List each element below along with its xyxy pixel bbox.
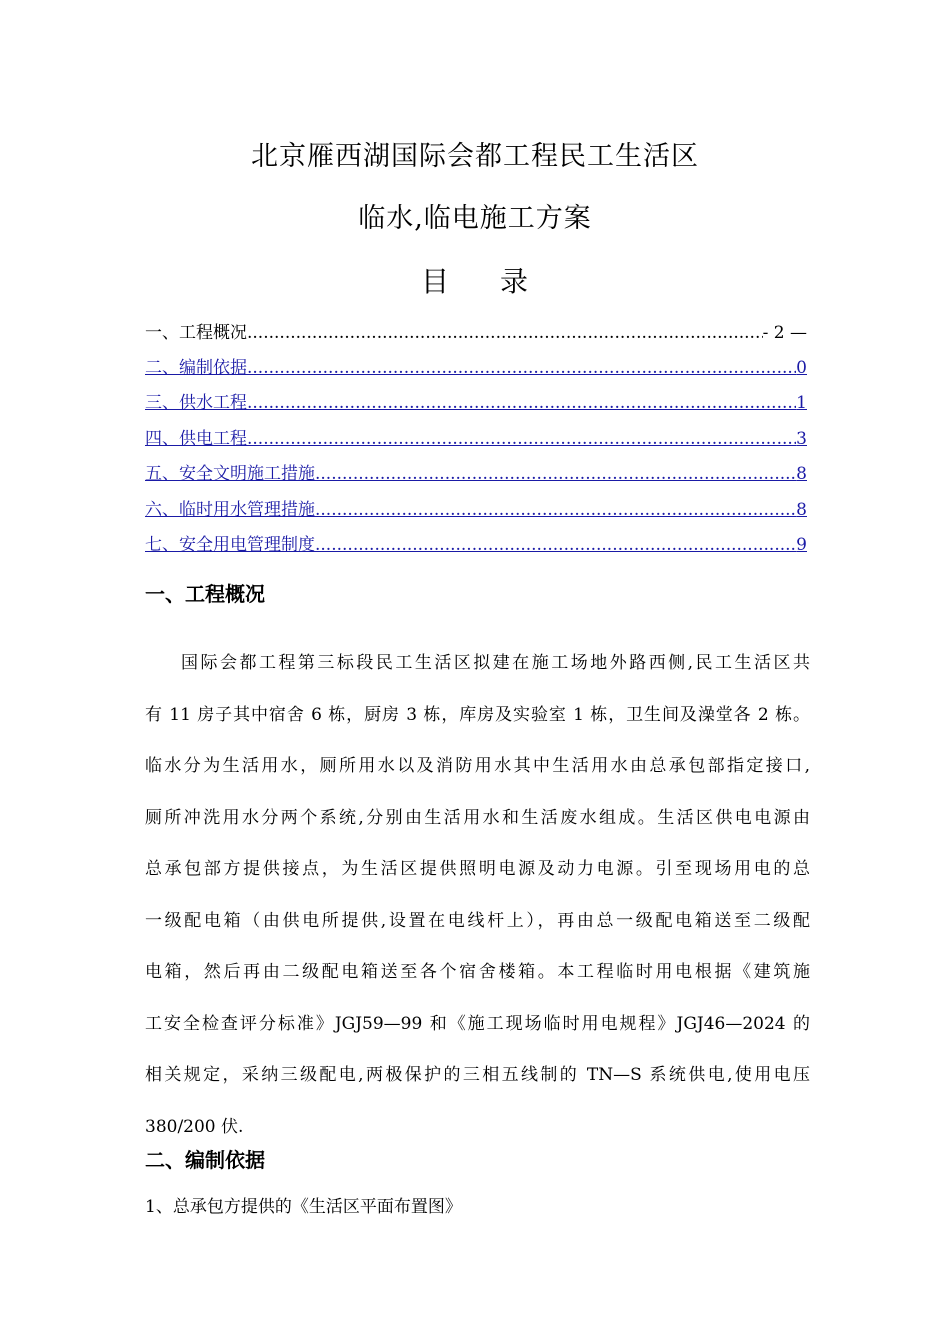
toc-entry-3[interactable] <box>145 392 807 414</box>
toc-entry-6[interactable] <box>145 499 807 521</box>
toc-entry-label: 一、工程概况 <box>145 323 247 343</box>
toc-entry-1[interactable] <box>145 322 807 344</box>
toc-leader-dots <box>247 428 796 450</box>
toc-entry-label: 五、安全文明施工措施 <box>145 464 315 484</box>
toc-entry-7[interactable] <box>145 534 807 556</box>
toc-entry-page: - 2 — <box>762 323 807 343</box>
body-line: 国际会都工程第三标段民工生活区拟建在施工场地外路西侧,民工生活区共 <box>181 653 810 673</box>
toc-leader-dots <box>315 534 796 556</box>
toc-leader-dots <box>315 499 796 521</box>
toc-entry-5[interactable] <box>145 463 807 485</box>
section2-heading: 二、编制依据 <box>145 1148 265 1172</box>
document-title: 北京雁西湖国际会都工程民工生活区 <box>251 141 699 172</box>
document-subtitle: 临水,临电施工方案 <box>358 203 592 234</box>
toc-entry-page: 1 <box>796 393 807 413</box>
toc-entry-label: 六、临时用水管理措施 <box>145 500 315 520</box>
body-line: 电箱，然后再由二级配电箱送至各个宿舍楼箱。本工程临时用电根据《建筑施 <box>145 962 810 982</box>
body-line: 一级配电箱（由供电所提供,设置在电线杆上），再由总一级配电箱送至二级配 <box>145 910 810 931</box>
toc-entry-4[interactable] <box>145 428 807 450</box>
toc-leader-dots <box>247 322 763 344</box>
toc-entry-label: 七、安全用电管理制度 <box>145 535 315 555</box>
body-line: 有 11 房子其中宿舍 6 栋，厨房 3 栋，库房及实验室 1 栋，卫生间及澡堂各 2 栋。 <box>145 704 810 725</box>
body-line: 相关规定，采纳三级配电,两极保护的三相五线制的 TN—S 系统供电,使用电压 <box>145 1065 810 1085</box>
toc-entry-label: 二、编制依据 <box>145 358 247 378</box>
toc-entry-2[interactable] <box>145 357 807 379</box>
body-line: 380/200 伏. <box>145 1116 244 1137</box>
section1-body <box>145 638 810 1153</box>
toc-leader-dots <box>247 357 796 379</box>
body-line: 工安全检查评分标准》JGJ59—99 和《施工现场临时用电规程》JGJ46—2024 的 <box>145 1013 810 1034</box>
section2-item: 1、总承包方提供的《生活区平面布置图》 <box>145 1197 462 1217</box>
body-line: 厕所冲洗用水分两个系统,分别由生活用水和生活废水组成。生活区供电电源由 <box>145 807 810 828</box>
toc-leader-dots <box>315 463 796 485</box>
section1-heading: 一、工程概况 <box>145 582 265 606</box>
toc-entry-label: 三、供水工程 <box>145 393 247 413</box>
toc-entry-page: 9 <box>796 535 807 555</box>
toc-entry-label: 四、供电工程 <box>145 429 247 449</box>
body-line: 临水分为生活用水，厕所用水以及消防用水其中生活用水由总承包部指定接口, <box>145 756 810 776</box>
body-line: 总承包部方提供接点，为生活区提供照明电源及动力电源。引至现场用电的总 <box>145 859 810 879</box>
toc-entry-page: 0 <box>796 358 807 378</box>
toc-leader-dots <box>247 392 796 414</box>
toc-entry-page: 3 <box>796 429 807 449</box>
toc-entry-page: 8 <box>796 464 807 484</box>
toc-entry-page: 8 <box>796 500 807 520</box>
toc-heading: 目 录 <box>421 265 529 298</box>
